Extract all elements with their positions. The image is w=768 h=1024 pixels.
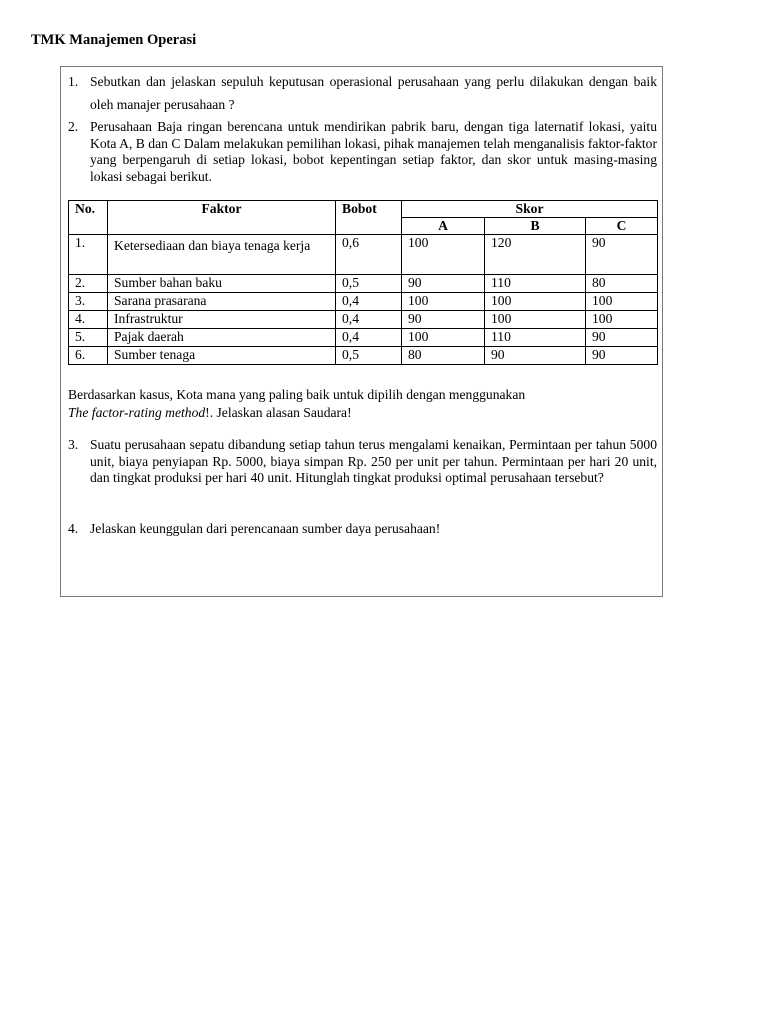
cell-faktor: Sarana prasarana bbox=[108, 293, 336, 311]
cell-skor-a: 100 bbox=[402, 329, 485, 347]
cell-skor-b: 110 bbox=[485, 275, 586, 293]
cell-skor-a: 90 bbox=[402, 311, 485, 329]
question-1-number: 1. bbox=[68, 74, 79, 89]
cell-no: 3. bbox=[69, 293, 108, 311]
cell-skor-b: 120 bbox=[485, 235, 586, 275]
cell-faktor: Sumber bahan baku bbox=[108, 275, 336, 293]
cell-skor-c: 100 bbox=[586, 311, 658, 329]
question-3-text: Suatu perusahaan sepatu dibandung setiap tahun terus mengalami kenaikan, Permintaan per tahun 5000 unit, biaya penyiapan Rp. 5000, biaya simpan Rp. 250 per unit per tahun. Permintaan per hari 20 unit, dan tingkat produksi per hari 40 unit. Hitunglah tingkat produksi optimal perusahaan tersebut? bbox=[90, 437, 657, 485]
document-title: TMK Manajemen Operasi bbox=[31, 32, 197, 48]
header-no: No. bbox=[69, 201, 108, 235]
case-line-2-rest: !. Jelaskan alasan Saudara! bbox=[205, 405, 352, 420]
header-skor-a: A bbox=[402, 218, 485, 235]
table-row bbox=[69, 347, 658, 365]
table-row bbox=[69, 311, 658, 329]
cell-bobot: 0,4 bbox=[336, 311, 402, 329]
cell-faktor: Sumber tenaga bbox=[108, 347, 336, 365]
cell-no: 5. bbox=[69, 329, 108, 347]
header-skor-b: B bbox=[485, 218, 586, 235]
method-name: The factor-rating method bbox=[68, 405, 206, 420]
case-question bbox=[68, 386, 657, 422]
table-header-row bbox=[69, 201, 658, 218]
case-line-1: Berdasarkan kasus, Kota mana yang paling baik untuk dipilih dengan menggunakan bbox=[68, 387, 526, 402]
header-faktor: Faktor bbox=[108, 201, 336, 235]
cell-skor-a: 80 bbox=[402, 347, 485, 365]
cell-bobot: 0,6 bbox=[336, 235, 402, 275]
cell-skor-b: 90 bbox=[485, 347, 586, 365]
cell-skor-c: 80 bbox=[586, 275, 658, 293]
question-1-text: Sebutkan dan jelaskan sepuluh keputusan operasional perusahaan yang perlu dilakukan dengan baik oleh manajer perusahaan ? bbox=[90, 74, 657, 112]
cell-skor-a: 90 bbox=[402, 275, 485, 293]
case-line-2 bbox=[68, 404, 657, 422]
header-skor: Skor bbox=[402, 201, 658, 218]
cell-skor-b: 100 bbox=[485, 311, 586, 329]
question-3 bbox=[68, 437, 657, 487]
cell-no: 4. bbox=[69, 311, 108, 329]
question-4-number: 4. bbox=[68, 521, 79, 536]
cell-faktor: Ketersediaan dan biaya tenaga kerja bbox=[108, 235, 336, 275]
cell-skor-a: 100 bbox=[402, 235, 485, 275]
cell-bobot: 0,5 bbox=[336, 347, 402, 365]
table-row bbox=[69, 329, 658, 347]
cell-skor-a: 100 bbox=[402, 293, 485, 311]
cell-faktor: Pajak daerah bbox=[108, 329, 336, 347]
cell-bobot: 0,5 bbox=[336, 275, 402, 293]
cell-skor-c: 90 bbox=[586, 347, 658, 365]
question-box bbox=[60, 66, 663, 597]
header-bobot: Bobot bbox=[336, 201, 402, 235]
factor-rating-table bbox=[68, 200, 658, 365]
question-1 bbox=[68, 70, 657, 116]
cell-skor-c: 90 bbox=[586, 235, 658, 275]
cell-skor-b: 110 bbox=[485, 329, 586, 347]
cell-skor-c: 90 bbox=[586, 329, 658, 347]
cell-faktor: Infrastruktur bbox=[108, 311, 336, 329]
cell-no: 1. bbox=[69, 235, 108, 275]
question-3-number: 3. bbox=[68, 437, 79, 452]
table-row bbox=[69, 235, 658, 275]
cell-bobot: 0,4 bbox=[336, 329, 402, 347]
table-row bbox=[69, 275, 658, 293]
question-2-number: 2. bbox=[68, 119, 79, 134]
header-skor-c: C bbox=[586, 218, 658, 235]
cell-skor-b: 100 bbox=[485, 293, 586, 311]
question-2 bbox=[68, 119, 657, 185]
table-row bbox=[69, 293, 658, 311]
cell-no: 2. bbox=[69, 275, 108, 293]
question-2-text: Perusahaan Baja ringan berencana untuk mendirikan pabrik baru, dengan tiga laternatif lokasi, yaitu Kota A, B dan C Dalam melakukan pemilihan lokasi, pihak manajemen telah menganalisis faktor-faktor yang berpengaruh di setiap lokasi, bobot kepentingan setiap faktor, dan skor untuk masing-masing lokasi sebagai berikut. bbox=[90, 119, 657, 184]
cell-skor-c: 100 bbox=[586, 293, 658, 311]
cell-bobot: 0,4 bbox=[336, 293, 402, 311]
question-4-text: Jelaskan keunggulan dari perencanaan sumber daya perusahaan! bbox=[90, 521, 441, 536]
question-4 bbox=[68, 521, 657, 538]
cell-no: 6. bbox=[69, 347, 108, 365]
